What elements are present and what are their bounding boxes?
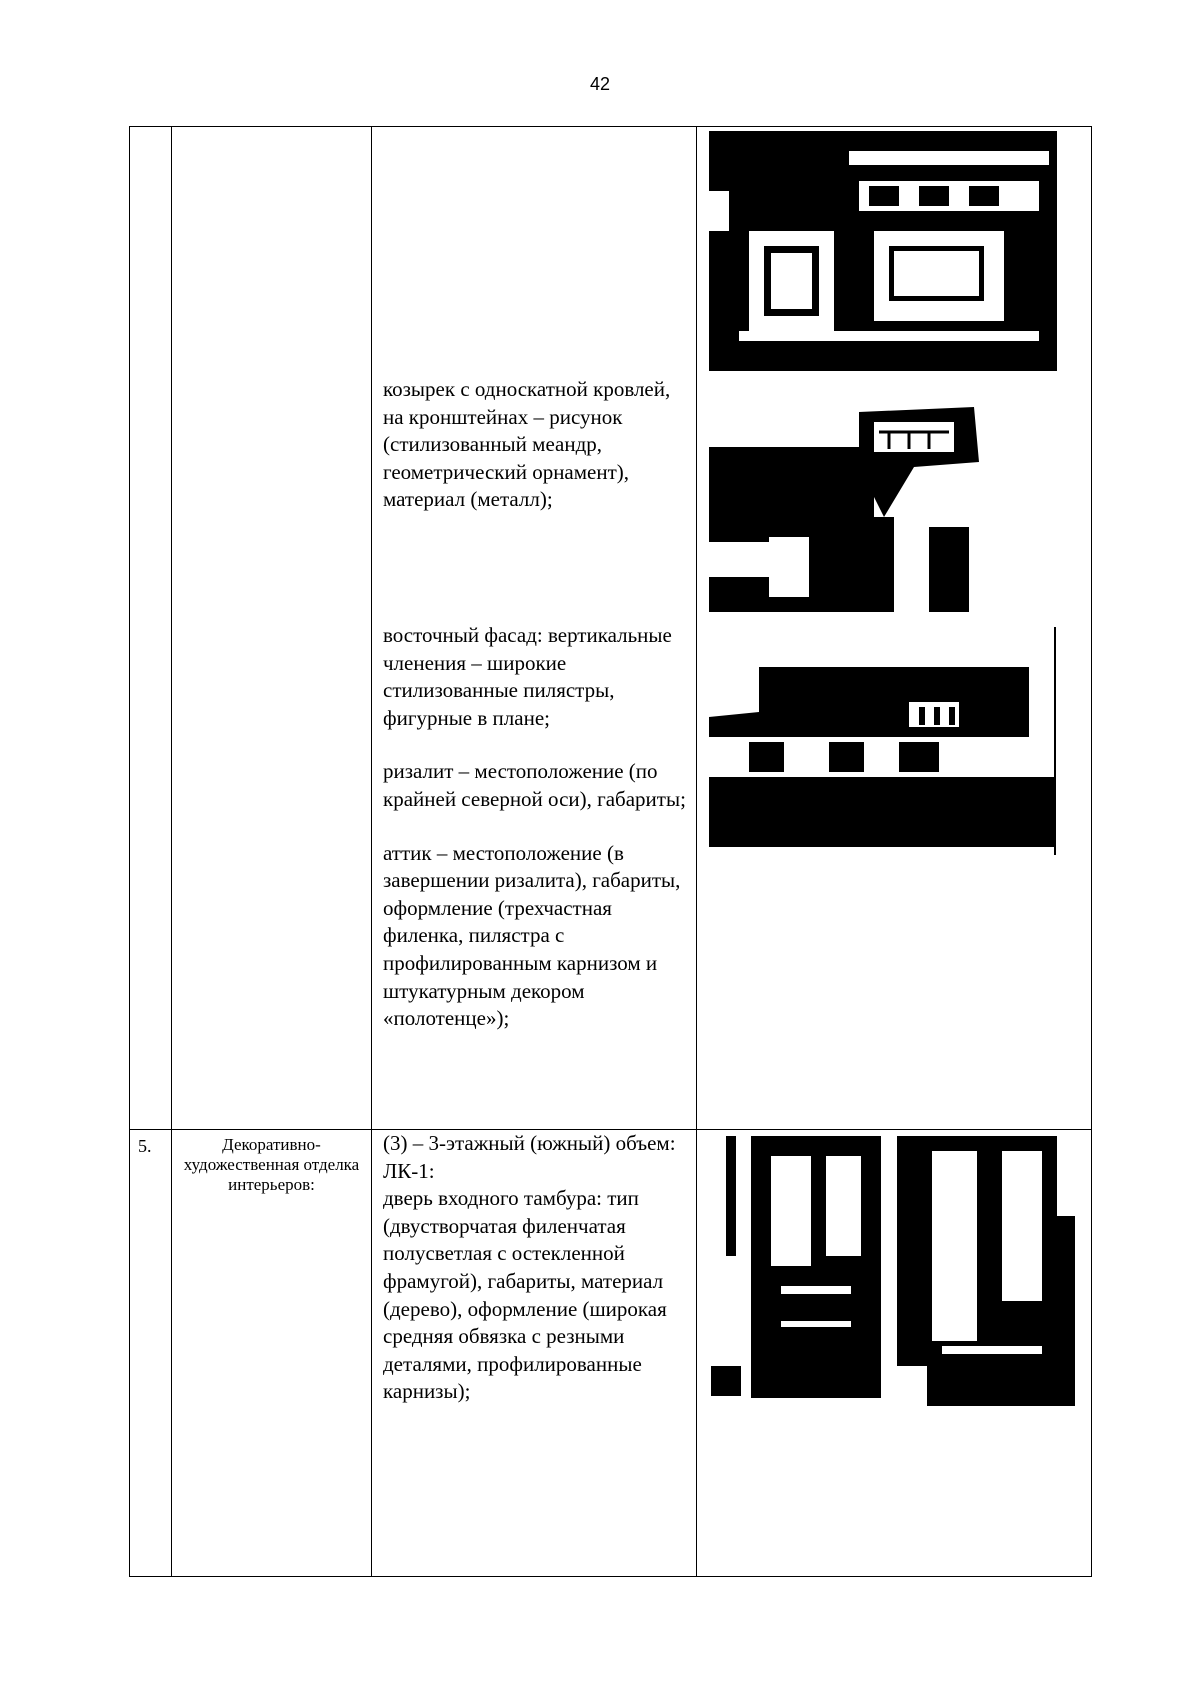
row-name — [172, 127, 372, 1130]
entrance-door-photo-right — [897, 1136, 1075, 1406]
description-paragraph: (3) – 3-этажный (южный) объем: — [383, 1131, 676, 1155]
page-number: 42 — [589, 74, 611, 94]
row-description — [372, 1130, 697, 1577]
entrance-door-photo-left — [711, 1136, 887, 1406]
description-paragraph: аттик – местоположение (в завершении ризалита), габариты, оформление (трехчастная филенка, пилястра с профилированным карнизом и штукатурным декором «полотенце»); — [383, 840, 681, 1031]
east-facade-photo — [709, 627, 1064, 855]
description-paragraph: ризалит – местоположение (по крайней северной оси), габариты; — [383, 759, 686, 811]
table-row — [130, 127, 1092, 1130]
canopy-bracket-photo — [709, 387, 1057, 612]
description-paragraph: козырек с односкатной кровлей, на кронштейнах – рисунок (стилизованный меандр, геометрический орнамент), материал (металл); — [383, 377, 671, 512]
table-row — [130, 1130, 1092, 1577]
row-name: Декоративно-художественная отделка интерьеров: — [172, 1130, 372, 1577]
row-description — [372, 127, 697, 1130]
description-paragraph: дверь входного тамбура: тип (двустворчатая филенчатая полусветлая с остекленной фрамугой), габариты, материал (дерево), оформление (широкая средняя обвязка с резными деталями, профилированные карнизы); — [383, 1186, 667, 1404]
photo-cell — [697, 127, 1092, 1130]
facade-detail-photo — [709, 131, 1057, 371]
row-number — [130, 127, 172, 1130]
description-paragraph: восточный фасад: вертикальные членения – широкие стилизованные пилястры, фигурные в плане; — [383, 622, 672, 730]
photo-cell — [697, 1130, 1092, 1577]
heritage-table — [129, 126, 1092, 1577]
row-number: 5. — [130, 1130, 172, 1577]
description-paragraph: ЛК-1: — [383, 1158, 435, 1183]
